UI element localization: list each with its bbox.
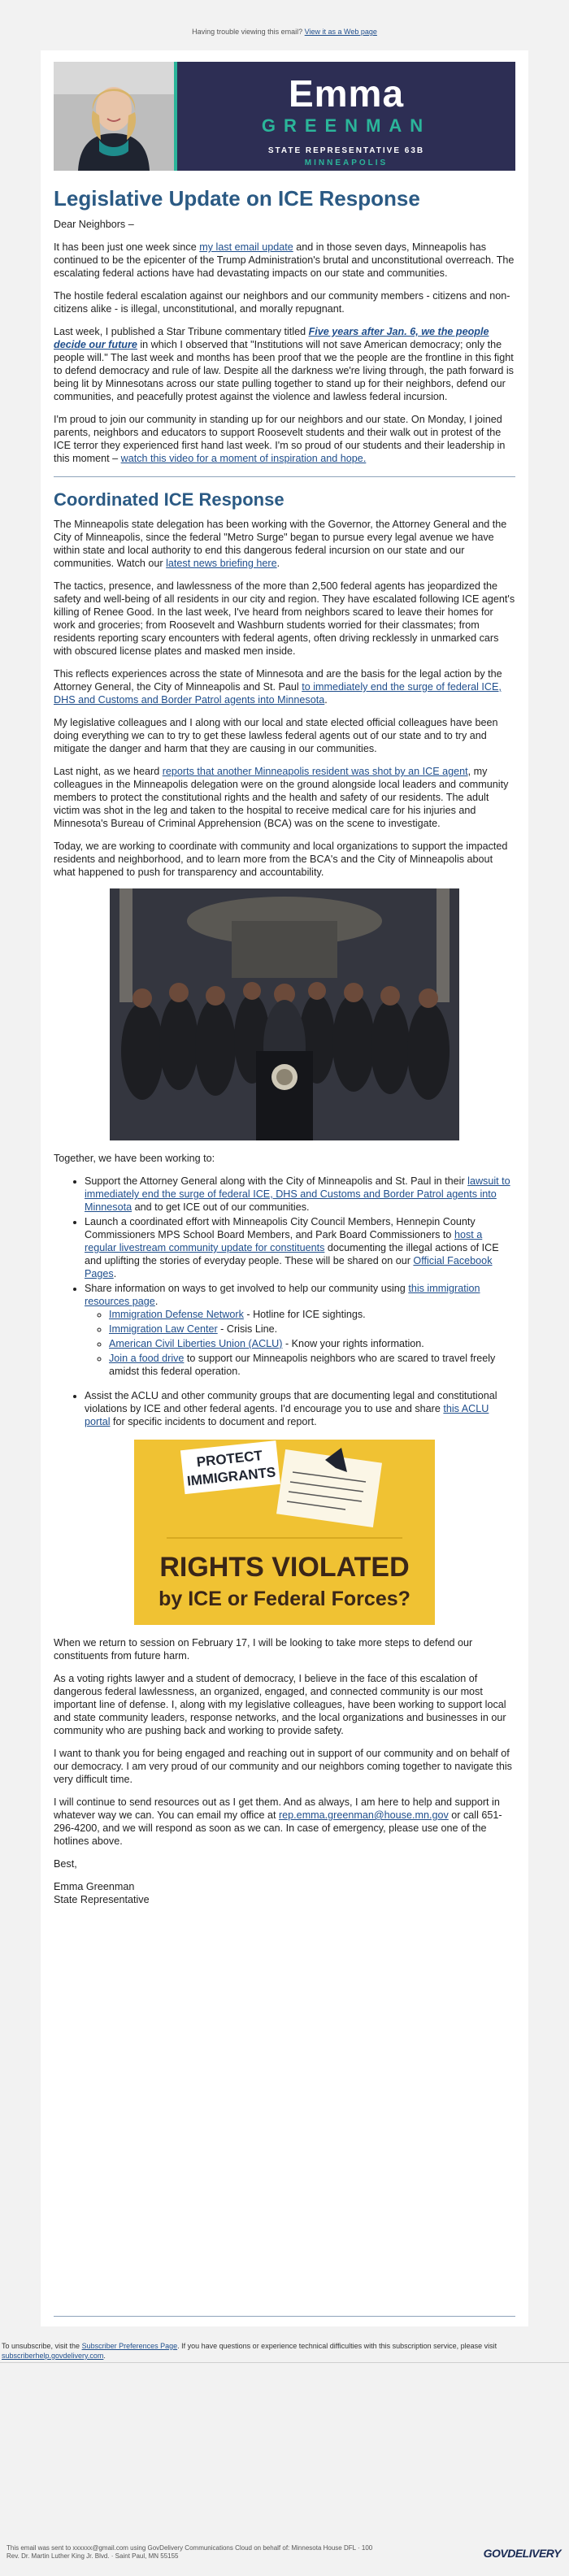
unsubscribe-footer: To unsubscribe, visit the Subscriber Preferences Page. If you have questions or experience technical difficulties with this subscription service, please visit subscriberhelp.govdelivery.com. [2,2342,497,2360]
star-tribune-commentary-link[interactable]: Five years after Jan. 6, we the people decide our future [54,326,489,350]
subscriber-preferences-link[interactable]: Subscriber Preferences Page [81,2342,178,2350]
brand-first-name: Emma [288,72,405,115]
section-heading-coordinated: Coordinated ICE Response [54,489,284,510]
poster-headline1: RIGHTS VIOLATED [159,1552,410,1583]
news-briefing-link[interactable]: latest news briefing here [166,558,277,569]
aclu-link[interactable]: American Civil Liberties Union (ACLU) [109,1338,283,1349]
headshot-photo [54,62,174,171]
inspiration-video-link[interactable]: watch this video for a moment of inspiration and hope. [120,453,367,464]
list-item: ◦ Immigration Law Center - Crisis Line. [109,1323,515,1336]
view-web-page-link[interactable]: View it as a Web page [304,28,377,36]
immigration-defense-network-link[interactable]: Immigration Defense Network [109,1309,244,1320]
poster-top-line1: PROTECT [195,1447,263,1470]
list-item: • Support the Attorney General along with the City of Minneapolis and St. Paul in their lawsuit to immediately end the surge of federal ICE, DHS and Customs and Border Patrol agents into Minnesota and to get ICE out of our communities. [85,1175,515,1214]
resources-sublist [85,1308,515,1378]
press-conference-photo [110,888,459,1140]
immigration-resources-link[interactable]: this immigration resources page [85,1283,480,1307]
signoff: Best, [54,1858,77,1870]
brand-subtitle: STATE REPRESENTATIVE 63B [267,146,425,155]
poster-top-line2: IMMIGRANTS [186,1464,277,1489]
section2-paragraph-3: This reflects experiences across the state of Minnesota and are the basis for the legal action by the Attorney General, the City of Minneapolis and St. Paul to immediately end the surge of federal ICE, DHS and Customs and Border Patrol agents into Minnesota. [54,668,502,706]
email-office-link[interactable]: rep.emma.greenman@house.mn.gov [278,1809,449,1821]
list-item: • Launch a coordinated effort with Minneapolis City Council Members, Hennepin County Commissioners MPS School Board Members, and Park Board Commissioners to host a regular livestream community update for constituents documenting the illegal actions of ICE and uplifting the stories of everyday people. These will be shared on our Official Facebook Pages. [85,1215,515,1280]
list-item: ◦ Immigration Defense Network - Hotline for ICE sightings. [109,1308,515,1321]
section2-paragraph-1: The Minneapolis state delegation has been working with the Governor, the Attorney General and the City of Minneapolis, since the federal "Metro Surge" began to pursue every legal avenue we have within state and local authority to end this dangerous federal incursion on our state and our communities. Watch our latest news briefing here. [54,519,507,569]
section2-paragraph-2: The tactics, presence, and lawlessness of the more than 2,500 federal agents has jeopardized the safety and well-being of all residents in our city and region. They have escalated following ICE agent's killing of Renee Good. In the last week, I've heard from neighbors scared to leave their homes for work and groceries; from Roosevelt and Washburn students worried for their classmates; from residents reporting scary encounters with federal agents, often driving recklessly in unmarked cars with obscured license plates and masked men inside. [54,580,515,657]
list-item: ◦ Join a food drive to support our Minneapolis neighbors who are scared to travel freely amidst this federal operation. [109,1352,515,1378]
intro-paragraph-1: It has been just one week since my last email update and in those seven days, Minneapolis has continued to be the epicenter of the Trump Administration's brutal and unconstitutional overreach. The escalating federal actions have had devastating impacts on our state and communities. [54,241,515,279]
subscriber-help-link[interactable]: subscriberhelp.govdelivery.com [2,2352,104,2360]
section-divider [54,476,515,477]
signature-role: State Representative [54,1894,150,1905]
closing-paragraph-3: I want to thank you for being engaged and reaching out in support of our community and on behalf of our democracy. I am very proud of our community and our neighbors coming together to navigate this very difficult time. [54,1748,512,1785]
section2-paragraph-4: My legislative colleagues and I along with our local and state elected official colleagues have been doing everything we can to try to get these lawless federal agents out of our state and to try and mitigate the danger and harm that they are causing in our communities. [54,717,498,754]
list-item: • Assist the ACLU and other community groups that are documenting legal and constitutional violations by ICE and other federal agents. I'd encourage you to use and share this ACLU portal for specific incidents to document and report. [85,1389,515,1428]
intro-paragraph-3: Last week, I published a Star Tribune commentary titled Five years after Jan. 6, we the people decide our future in which I observed that "Institutions will not save American democracy; only the people will." The last week and months has been proof that we the people are the frontline in this fight to defend democracy and rule of law. Despite all the darkness we're living through, the path forward is being lit by Minnesotans across our state pulling together to stand up for their neighbors, defend our communities, and peacefully protest against the violence and lawless federal incursion. [54,326,514,402]
poster-headline2: by ICE or Federal Forces? [159,1588,410,1610]
page-title: Legislative Update on ICE Response [54,186,420,211]
livestream-link[interactable]: host a regular livestream community update for constituents [85,1229,483,1253]
sent-line-1: This email was sent to xxxxxx@gmail.com using GovDelivery Communications Cloud on behalf of: Minnesota House DFL · 100 [7,2544,373,2552]
section2-paragraph-5: Last night, as we heard reports that another Minneapolis resident was shot by an ICE agent, my colleagues in the Minneapolis delegation were on the ground alongside local leaders and community members to protect the constitutional rights and the health and safety of our residents. The adult victim was shot in the leg and taken to the hospital to receive medical care for his injuries and Minnesota's Bureau of Criminal Apprehension (BCA) was on the scene to investigate. [54,766,509,829]
immigration-law-center-link[interactable]: Immigration Law Center [109,1323,218,1335]
list-item: • Share information on ways to get involved to help our community using this immigration resources page. ◦ Immigration Defense Network - Hotline for ICE sightings. ◦ Immigration Law Center - Crisis Line. ◦ American Civil Liberties Union (ACLU) - Know your rights information. ◦ Join a food drive to support our Minneapolis neighbors who are scared to travel freely amidst this federal operation. [85,1282,515,1378]
bottom-divider [54,2316,515,2317]
intro-paragraph-4: I'm proud to join our community in standing up for our neighbors and our state. On Monday, I joined parents, neighbors and educators to support Roosevelt students and their walk out in protest of the ICE terror they experienced first hand last week. I'm so proud of our students and their leadership in this moment – watch this video for a moment of inspiration and hope. [54,414,506,464]
brand-last-name: GREENMAN [261,115,432,136]
aclu-portal-link[interactable]: this ACLU portal [85,1403,489,1427]
preheader-text: Having trouble viewing this email? [192,28,303,36]
actions-list [54,1175,515,1378]
signature-block [54,1880,515,1906]
intro-paragraph-2: The hostile federal escalation against our neighbors and our community members - citizens and non-citizens alike - is illegal, unconstitutional, and morally repugnant. [54,290,510,315]
list-item: ◦ American Civil Liberties Union (ACLU) - Know your rights information. [109,1337,515,1350]
footer-divider [0,2362,569,2363]
actions-list-continued [54,1389,515,1428]
signature-name: Emma Greenman [54,1881,135,1892]
brand-city: MINNEAPOLIS [304,159,389,167]
lawsuit-link[interactable]: lawsuit to immediately end the surge of federal ICE, DHS and Customs and Border Patrol agents into Minnesota [85,1175,510,1213]
end-surge-link[interactable]: to immediately end the surge of federal ICE, DHS and Customs and Border Patrol agents into Minnesota [54,681,502,706]
closing-paragraph-4: I will continue to send resources out as I get them. And as always, I am here to help and support in whatever way we can. You can email my office at rep.emma.greenman@house.mn.gov or call 651-296-4200, and we will respond as soon as we can. In case of emergency, please use one of the hotlines above. [54,1796,502,1847]
brand-block [177,62,515,171]
facebook-pages-link[interactable]: Official Facebook Pages [85,1255,493,1279]
section2-paragraph-6: Today, we are working to coordinate with community and local organizations to support the impacted residents and neighborhood, and to learn more from the BCA's and the City of Minneapolis about what happened to push for transparency and accountability. [54,841,508,878]
poster-illustration [134,1440,435,1625]
sent-to-footer [7,2544,445,2561]
food-drive-link[interactable]: Join a food drive [109,1353,185,1364]
sent-line-2: Rev. Dr. Martin Luther King Jr. Blvd. · Saint Paul, MN 55155 [7,2552,179,2560]
govdelivery-logo[interactable]: GOVDELIVERY [483,2547,561,2560]
last-email-update-link[interactable]: my last email update [199,241,293,253]
closing-section [54,1636,515,1906]
headshot-illustration [54,62,174,171]
press-conference-illustration [110,888,459,1140]
header-banner [54,62,515,171]
closing-paragraph-2: As a voting rights lawyer and a student of democracy, I believe in the face of this escalation of dangerous federal lawlessness, an organized, engaged, and connected community is our most important line of defense. I, along with my legislative colleagues, have been working to support local and state community leaders, response networks, and the local organizations and businesses in our community who are pushing back and working to provide safety. [54,1673,506,1736]
rights-violated-poster [134,1440,435,1625]
greeting: Dear Neighbors – [54,219,134,230]
closing-paragraph-1: When we return to session on February 17, I will be looking to take more steps to defend our constituents from future harm. [54,1637,473,1662]
preheader [0,0,569,36]
shooting-report-link[interactable]: reports that another Minneapolis resident was shot by an ICE agent [162,766,468,777]
email-card [41,50,528,2326]
together-lead: Together, we have been working to: [54,1153,215,1164]
